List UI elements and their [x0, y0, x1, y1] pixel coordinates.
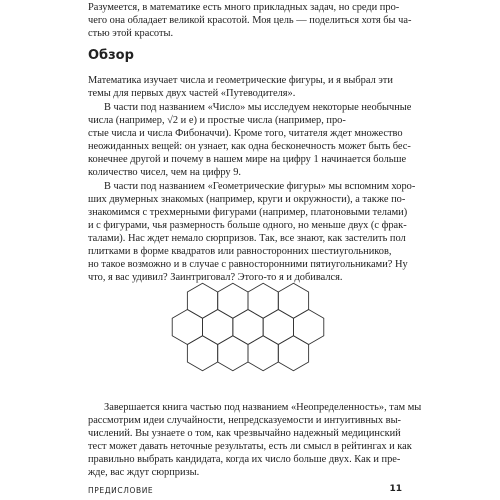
- para2-line-3: стые числа и числа Фибоначчи). Кроме того, читателя ждет множество: [88, 128, 403, 139]
- para4-line-4: тест может давать неточные результаты, есть ли смысл в рейтингах и как: [88, 441, 412, 452]
- para3-line-3: знакомимся с трехмерными фигурами (например, платоновыми телами): [88, 207, 408, 218]
- para4-line-1: Завершается книга частью под названием «Неопределенность», там мы: [104, 402, 422, 413]
- hexagon-tile: [278, 336, 308, 371]
- page-number: 11: [389, 484, 402, 494]
- para4-line-6: жде, вас ждут сюрпризы.: [88, 467, 200, 478]
- para2-line-6: количество чисел, чем на цифру 9.: [88, 167, 241, 178]
- para1-line-2: темы для первых двух частей «Путеводителя».: [88, 88, 296, 99]
- hexagon-tile: [263, 310, 293, 345]
- para4-line-5: правильно выбрать кандидата, когда их число больше двух. Как и пре-: [88, 454, 401, 465]
- hexagon-tile: [203, 310, 233, 345]
- para3-line-6: плитками в форме квадратов или равносторонних шестиугольников,: [88, 246, 392, 257]
- hexagon-tile: [187, 336, 217, 371]
- hexagon-tile: [172, 310, 202, 345]
- hexagon-tile: [187, 283, 217, 318]
- para2-line-5: конечнее другой и почему в нашем мире на цифру 1 начинается больше: [88, 154, 407, 165]
- para3-line-2: ших двумерных знакомых (например, круги и окружности), а также по-: [88, 194, 406, 205]
- running-footer-section: ПРЕДИСЛОВИЕ: [88, 486, 154, 495]
- para2-line-1: В части под названием «Число» мы исследуем некоторые необычные: [104, 102, 412, 113]
- para3-line-7: но такое возможно и в случае с равносторонними пятиугольниками? Ну: [88, 259, 408, 270]
- hexagon-tile: [233, 310, 263, 345]
- para4-line-2: рассмотрим идеи случайности, непредсказуемости и интуитивных вы-: [88, 415, 402, 426]
- para2-line-4: неожиданных вещей: он узнает, как одна бесконечность может быть бес-: [88, 141, 411, 152]
- hexagon-tile: [293, 310, 323, 345]
- intro-line-2: чего она обладает великой красотой. Моя цель — поделиться хотя бы ча-: [88, 15, 412, 26]
- para1-line-1: Математика изучает числа и геометрические фигуры, и я выбрал эти: [88, 75, 393, 86]
- section-heading: Обзор: [88, 48, 134, 63]
- hexagon-tile: [248, 336, 278, 371]
- para2-line-2: числа (например, √2 и e) и простые числа (например, про-: [88, 115, 346, 126]
- para4-line-3: числений. Вы узнаете о том, как чрезвычайно надежный медицинский: [88, 428, 401, 439]
- hexagon-tile: [218, 283, 248, 318]
- hexagon-tile: [218, 336, 248, 371]
- hexagon-tile: [248, 283, 278, 318]
- hexagon-tile: [278, 283, 308, 318]
- para3-line-1: В части под названием «Геометрические фигуры» мы вспомним хоро-: [104, 181, 416, 192]
- para3-line-4: и с фигурами, чья размерность больше одного, но меньше двух (с фрак-: [88, 220, 407, 231]
- para3-line-5: талами). Нас ждет немало сюрпризов. Так, все знают, как застелить пол: [88, 233, 406, 244]
- intro-line-3: стью этой красоты.: [88, 28, 174, 39]
- para3-line-8: что, я вас удивил? Заинтриговал? Этого-то я и добивался.: [88, 272, 343, 283]
- intro-line-1: Разумеется, в математике есть много прикладных задач, но среди про-: [88, 2, 400, 13]
